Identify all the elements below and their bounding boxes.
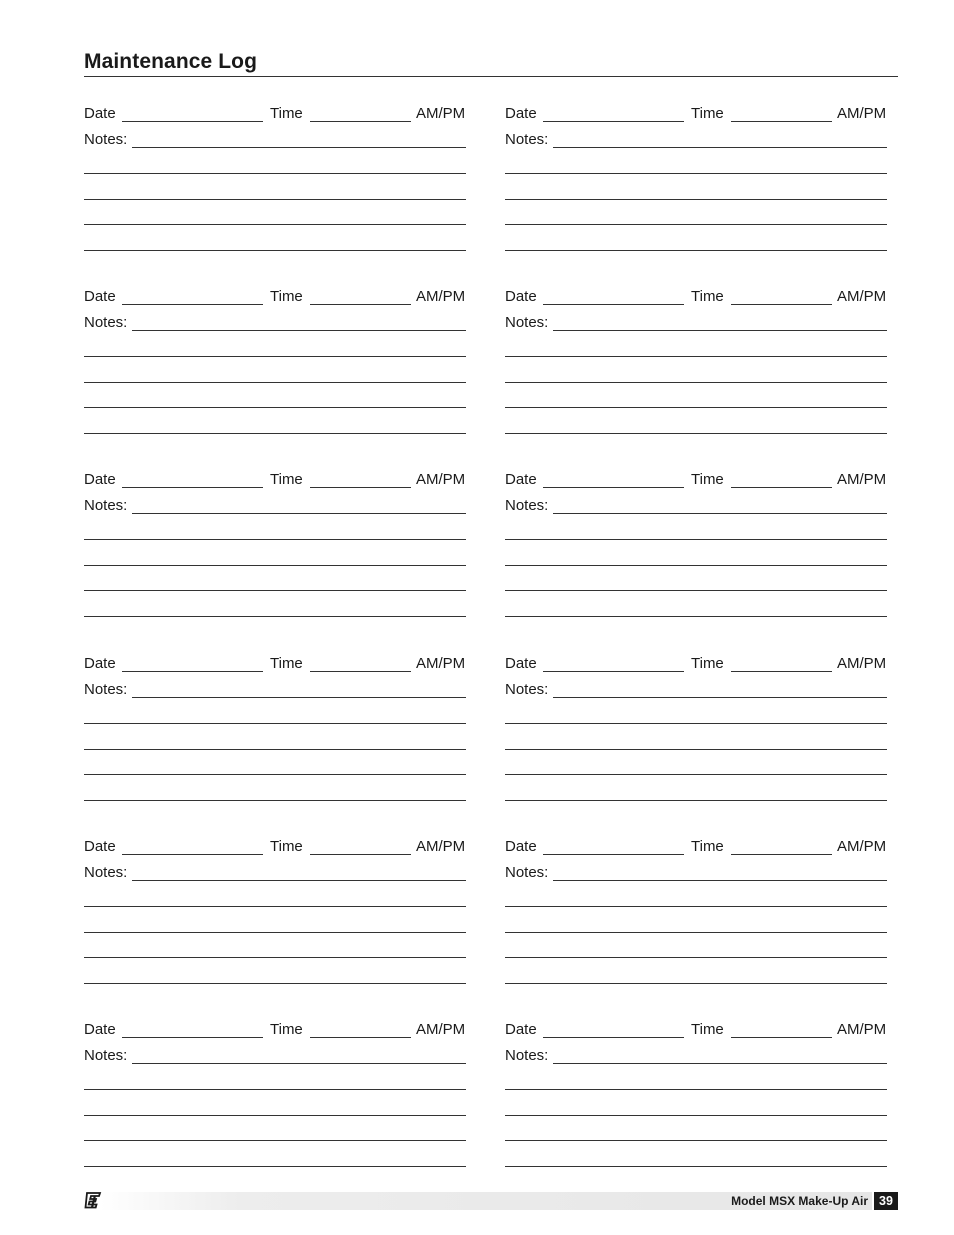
notes-line [84, 199, 466, 200]
notes-line [84, 616, 466, 617]
notes-field[interactable] [132, 513, 466, 514]
ampm-label: AM/PM [416, 288, 466, 305]
notes-line [84, 173, 466, 174]
notes-label: Notes: [84, 1047, 128, 1064]
log-entry [505, 834, 893, 999]
date-time-row [505, 284, 893, 308]
date-field[interactable] [543, 671, 684, 672]
notes-field[interactable] [132, 147, 466, 148]
date-field[interactable] [543, 1037, 684, 1038]
time-field[interactable] [731, 487, 832, 488]
notes-line [84, 356, 466, 357]
time-field[interactable] [731, 1037, 832, 1038]
date-label: Date [84, 655, 116, 672]
notes-line [84, 1089, 466, 1090]
notes-line [84, 250, 466, 251]
ampm-label: AM/PM [837, 288, 887, 305]
date-field[interactable] [122, 854, 263, 855]
log-entry [84, 467, 472, 632]
notes-label: Notes: [84, 131, 128, 148]
time-field[interactable] [310, 487, 411, 488]
notes-label: Notes: [505, 497, 549, 514]
notes-line [84, 800, 466, 801]
notes-field[interactable] [553, 1063, 887, 1064]
time-field[interactable] [310, 1037, 411, 1038]
notes-line [84, 723, 466, 724]
notes-line [505, 433, 887, 434]
time-label: Time [691, 655, 724, 672]
date-label: Date [84, 1021, 116, 1038]
notes-line [84, 1140, 466, 1141]
date-time-row [505, 1017, 893, 1041]
date-label: Date [505, 1021, 537, 1038]
time-label: Time [270, 288, 303, 305]
log-entry [84, 1017, 472, 1182]
notes-field[interactable] [132, 1063, 466, 1064]
notes-line [84, 1166, 466, 1167]
date-field[interactable] [122, 1037, 263, 1038]
date-label: Date [505, 471, 537, 488]
date-label: Date [84, 838, 116, 855]
time-label: Time [691, 105, 724, 122]
log-entry [505, 284, 893, 449]
log-entry [505, 467, 893, 632]
date-field[interactable] [122, 671, 263, 672]
notes-line [505, 407, 887, 408]
date-time-row [84, 1017, 472, 1041]
date-label: Date [84, 288, 116, 305]
notes-field[interactable] [553, 147, 887, 148]
date-time-row [84, 101, 472, 125]
notes-line [84, 957, 466, 958]
date-time-row [505, 467, 893, 491]
notes-line [505, 616, 887, 617]
time-field[interactable] [310, 854, 411, 855]
date-field[interactable] [543, 121, 684, 122]
time-field[interactable] [310, 304, 411, 305]
notes-line [84, 774, 466, 775]
notes-line [84, 590, 466, 591]
date-label: Date [84, 471, 116, 488]
time-label: Time [270, 1021, 303, 1038]
date-time-row [505, 651, 893, 675]
notes-line [505, 539, 887, 540]
footer-model-name: Model MSX Make-Up Air [731, 1194, 868, 1208]
notes-line [84, 407, 466, 408]
date-time-row [84, 834, 472, 858]
notes-line [84, 224, 466, 225]
notes-label: Notes: [505, 1047, 549, 1064]
time-field[interactable] [731, 671, 832, 672]
ampm-label: AM/PM [416, 105, 466, 122]
log-entry [84, 284, 472, 449]
notes-line [505, 1089, 887, 1090]
ampm-label: AM/PM [837, 655, 887, 672]
greenheck-logo-icon [84, 1191, 102, 1209]
notes-line [505, 983, 887, 984]
time-label: Time [270, 838, 303, 855]
notes-line [505, 749, 887, 750]
notes-label: Notes: [505, 131, 549, 148]
notes-field[interactable] [132, 697, 466, 698]
log-entry [84, 834, 472, 999]
log-entry [505, 651, 893, 816]
time-label: Time [691, 1021, 724, 1038]
ampm-label: AM/PM [416, 655, 466, 672]
notes-line [505, 565, 887, 566]
notes-line [505, 199, 887, 200]
date-field[interactable] [122, 487, 263, 488]
notes-line [505, 224, 887, 225]
date-time-row [84, 284, 472, 308]
title-divider [84, 76, 898, 77]
notes-line [505, 356, 887, 357]
notes-label: Notes: [84, 681, 128, 698]
notes-label: Notes: [84, 864, 128, 881]
log-entry [505, 1017, 893, 1182]
time-label: Time [691, 838, 724, 855]
notes-line [505, 774, 887, 775]
date-time-row [84, 467, 472, 491]
notes-field[interactable] [553, 697, 887, 698]
ampm-label: AM/PM [837, 471, 887, 488]
notes-line [505, 932, 887, 933]
notes-line [84, 539, 466, 540]
time-field[interactable] [731, 304, 832, 305]
notes-line [84, 906, 466, 907]
ampm-label: AM/PM [416, 471, 466, 488]
notes-line [505, 723, 887, 724]
time-label: Time [270, 105, 303, 122]
date-label: Date [505, 655, 537, 672]
time-label: Time [691, 288, 724, 305]
log-entry [84, 101, 472, 266]
notes-line [505, 250, 887, 251]
notes-line [84, 1115, 466, 1116]
time-field[interactable] [310, 671, 411, 672]
date-field[interactable] [122, 121, 263, 122]
notes-field[interactable] [553, 513, 887, 514]
date-label: Date [505, 838, 537, 855]
notes-line [505, 1115, 887, 1116]
time-field[interactable] [731, 121, 832, 122]
time-field[interactable] [731, 854, 832, 855]
notes-line [505, 800, 887, 801]
date-label: Date [84, 105, 116, 122]
page-number: 39 [874, 1192, 898, 1210]
ampm-label: AM/PM [837, 838, 887, 855]
notes-line [505, 1166, 887, 1167]
notes-label: Notes: [84, 497, 128, 514]
notes-field[interactable] [132, 880, 466, 881]
notes-line [84, 749, 466, 750]
notes-line [505, 906, 887, 907]
time-label: Time [270, 655, 303, 672]
date-field[interactable] [543, 854, 684, 855]
notes-line [505, 382, 887, 383]
notes-label: Notes: [505, 681, 549, 698]
date-field[interactable] [122, 304, 263, 305]
ampm-label: AM/PM [416, 1021, 466, 1038]
ampm-label: AM/PM [416, 838, 466, 855]
notes-label: Notes: [505, 864, 549, 881]
notes-line [505, 590, 887, 591]
notes-label: Notes: [505, 314, 549, 331]
time-field[interactable] [310, 121, 411, 122]
time-label: Time [270, 471, 303, 488]
log-entry [505, 101, 893, 266]
notes-line [505, 957, 887, 958]
notes-line [505, 1140, 887, 1141]
notes-line [84, 983, 466, 984]
date-time-row [84, 651, 472, 675]
ampm-label: AM/PM [837, 1021, 887, 1038]
notes-line [84, 433, 466, 434]
log-entry [84, 651, 472, 816]
time-label: Time [691, 471, 724, 488]
notes-field[interactable] [553, 330, 887, 331]
date-label: Date [505, 105, 537, 122]
notes-field[interactable] [553, 880, 887, 881]
date-time-row [505, 101, 893, 125]
notes-field[interactable] [132, 330, 466, 331]
notes-line [84, 382, 466, 383]
notes-label: Notes: [84, 314, 128, 331]
notes-line [84, 565, 466, 566]
notes-line [84, 932, 466, 933]
page-title: Maintenance Log [84, 50, 258, 73]
date-field[interactable] [543, 304, 684, 305]
date-label: Date [505, 288, 537, 305]
ampm-label: AM/PM [837, 105, 887, 122]
date-field[interactable] [543, 487, 684, 488]
notes-line [505, 173, 887, 174]
date-time-row [505, 834, 893, 858]
